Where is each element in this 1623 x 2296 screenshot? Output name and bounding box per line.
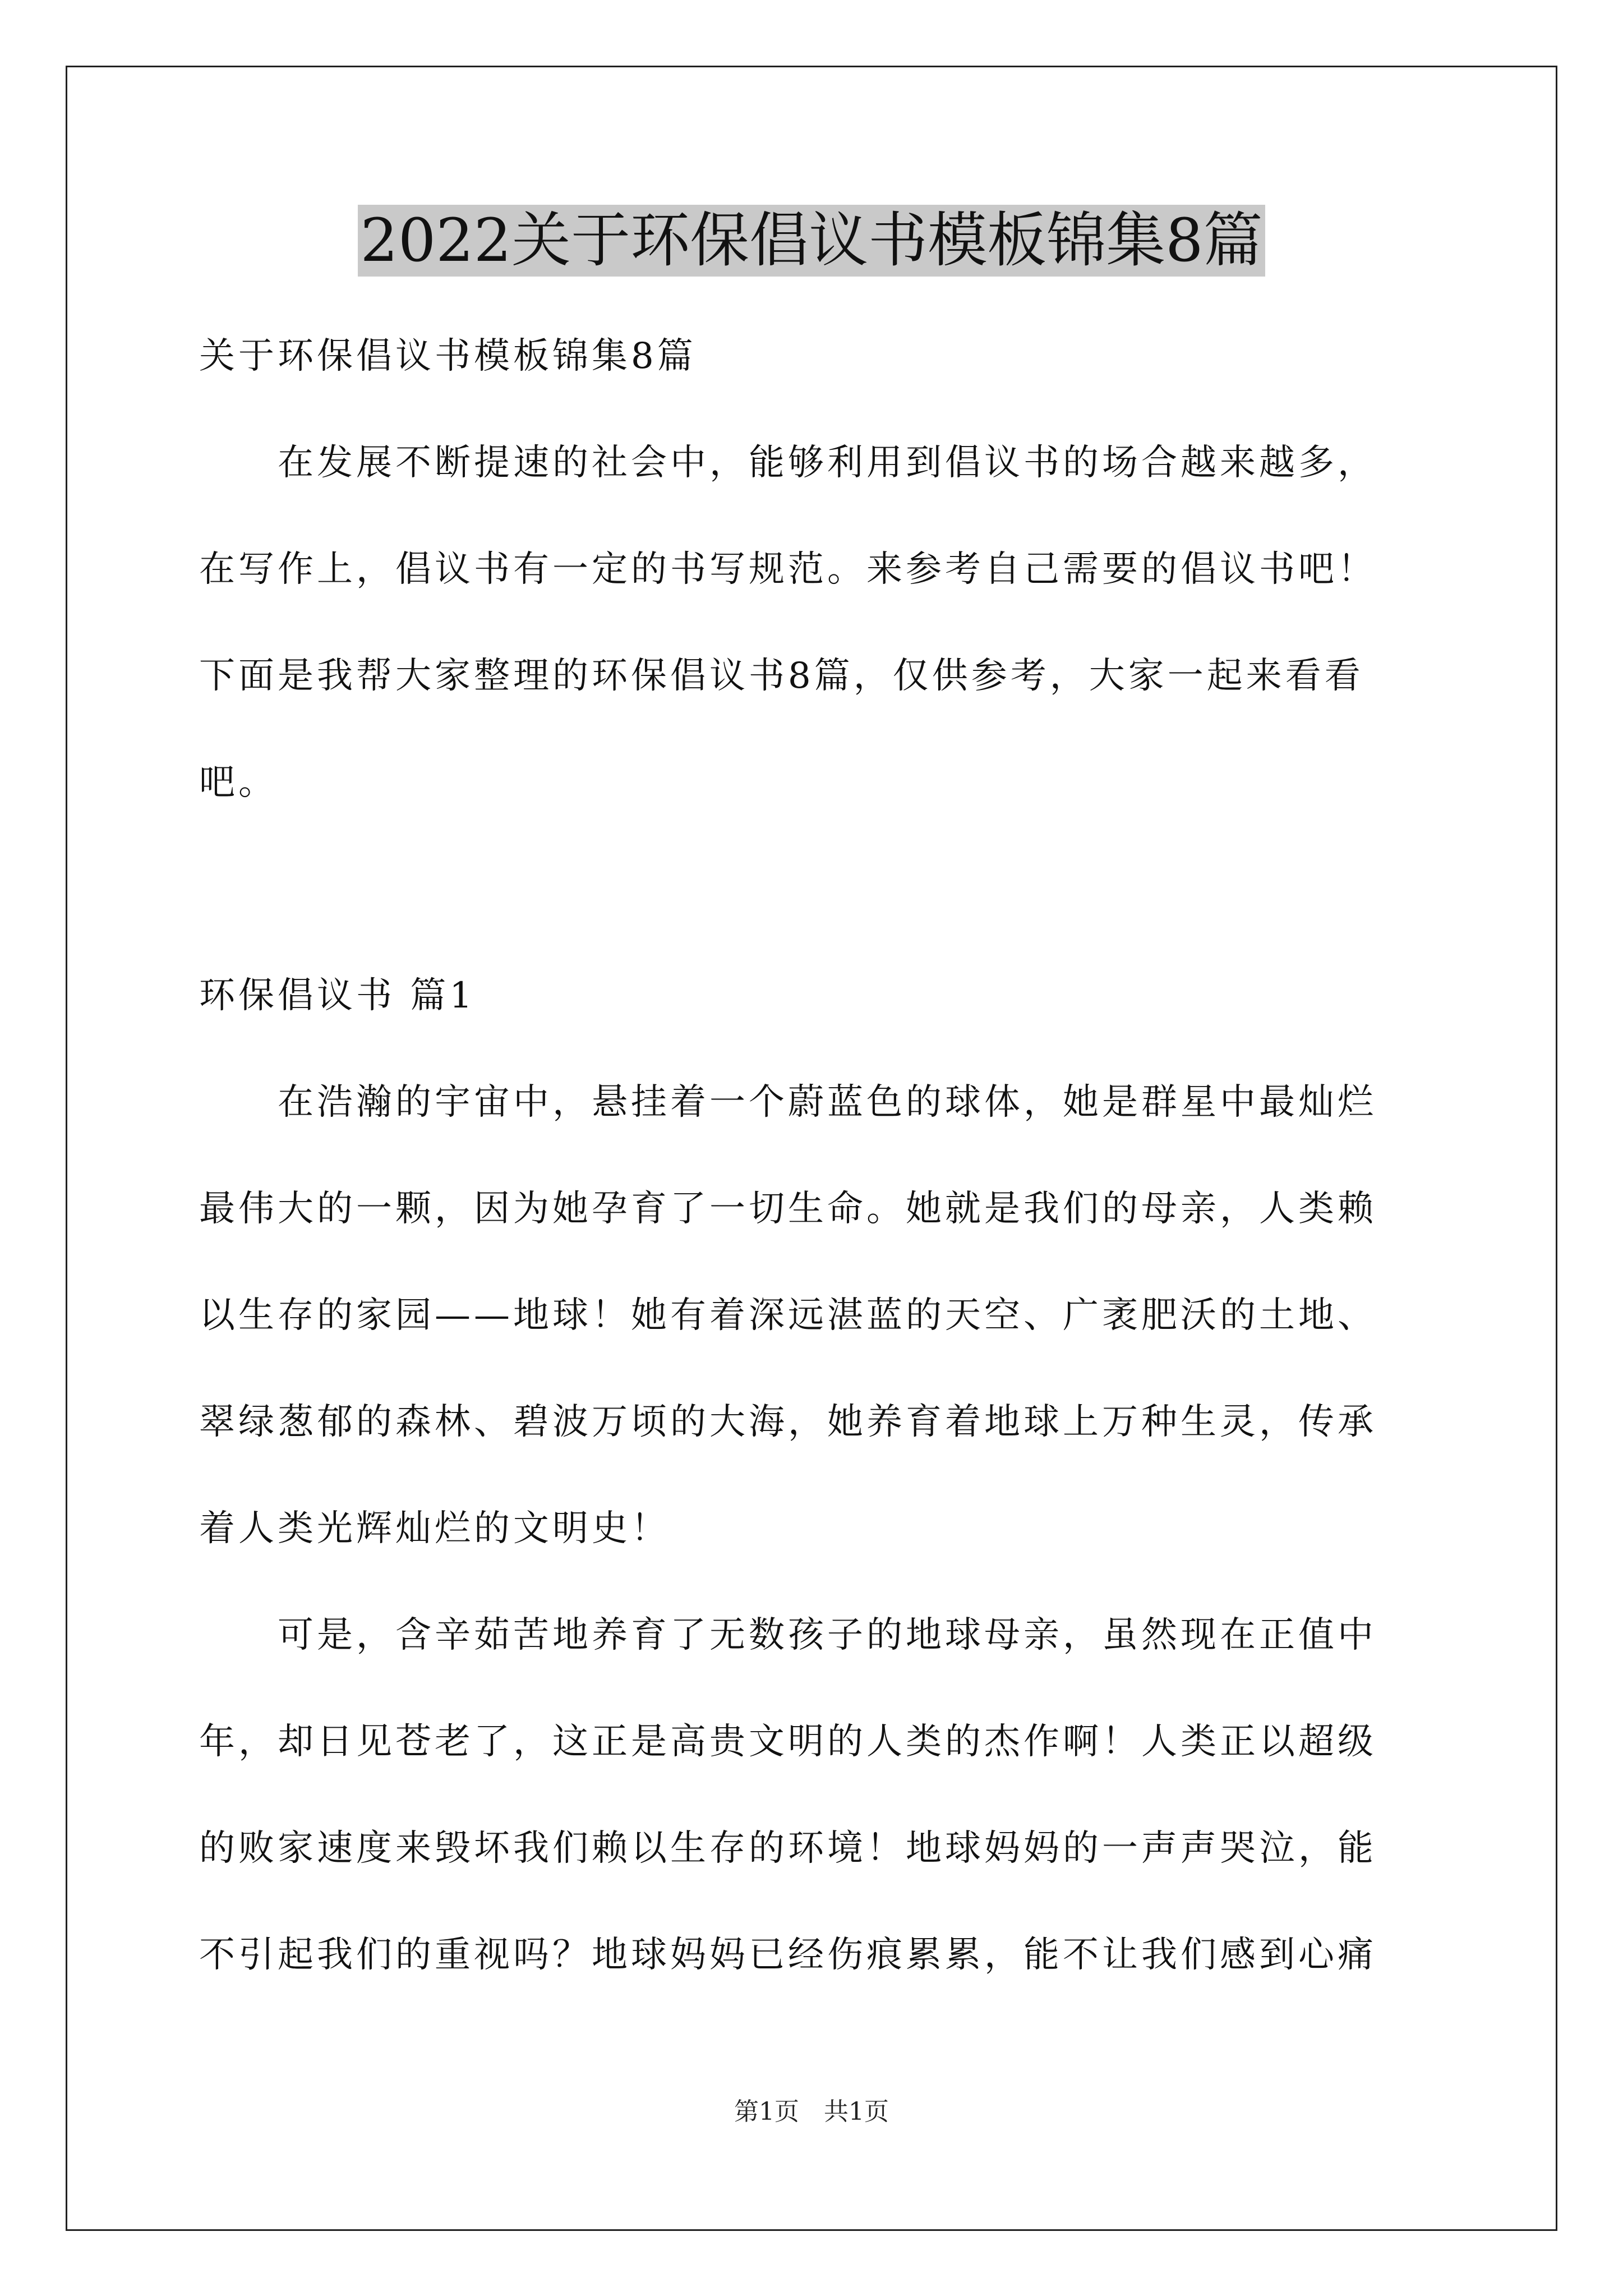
intro-line: 下面是我帮大家整理的环保倡议书8篇，仅供参考，大家一起来看看 (199, 655, 1364, 697)
page-footer: 第1页 共1页 (734, 2097, 889, 2126)
paragraph-line: 不引起我们的重视吗？地球妈妈已经伤痕累累，能不让我们感到心痛 (199, 1934, 1377, 1976)
section-heading: 环保倡议书 篇1 (199, 975, 476, 1016)
document-body (199, 303, 1424, 2008)
paragraph-line: 最伟大的一颗，因为她孕育了一切生命。她就是我们的母亲，人类赖 (199, 1188, 1377, 1230)
paragraph-line: 翠绿葱郁的森林、碧波万顷的大海，她养育着地球上万种生灵，传承 (199, 1401, 1377, 1443)
paragraph-line: 可是，含辛茹苦地养育了无数孩子的地球母亲，虽然现在正值中 (199, 1614, 1377, 1656)
paragraph-line: 着人类光辉灿烂的文明史！ (199, 1508, 670, 1549)
intro-line: 吧。 (199, 762, 278, 803)
intro-line: 在写作上，倡议书有一定的书写规范。来参考自己需要的倡议书吧！ (199, 549, 1377, 590)
paragraph-line: 的败家速度来毁坏我们赖以生存的环境！地球妈妈的一声声哭泣，能 (199, 1828, 1377, 1869)
paragraph-line: 在浩瀚的宇宙中，悬挂着一个蔚蓝色的球体，她是群星中最灿烂 (199, 1082, 1377, 1123)
document-title: 2022关于环保倡议书模板锦集8篇 (358, 205, 1265, 277)
intro-line: 在发展不断提速的社会中，能够利用到倡议书的场合越来越多， (199, 442, 1377, 484)
spacer (199, 836, 1424, 942)
paragraph-line: 以生存的家园——地球！她有着深远湛蓝的天空、广袤肥沃的土地、 (199, 1295, 1377, 1336)
title-container (0, 205, 1623, 277)
paragraph-line: 年，却日见苍老了，这正是高贵文明的人类的杰作啊！人类正以超级 (199, 1721, 1377, 1763)
subtitle: 关于环保倡议书模板锦集8篇 (199, 335, 697, 377)
